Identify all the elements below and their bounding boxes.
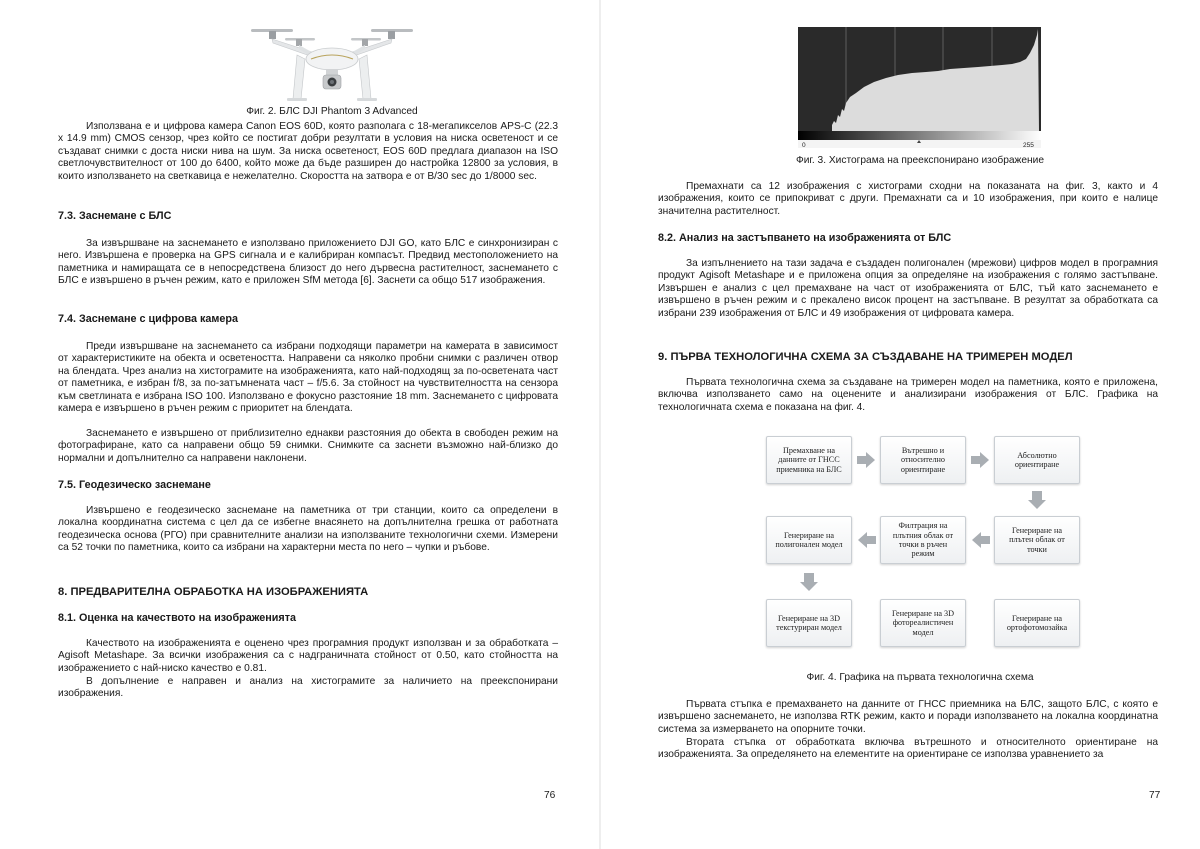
paragraph-7-3: За извършване на заснемането е използвано приложението DJI GO, като БЛС е синхронизиран с него. Извършена е проверка на GPS сигнала и е калибриран компасът. Предвид местоположението на паметника и намиращата се в непосредствена близост до него дървесна растителност, заснемането с БЛС е извършено в ръчен режим, като е приложен SfM метода [6]. Заснети са общо 517 изображения. [58, 238, 558, 287]
flow-step-8: Генериране на 3D фотореалистичен модел [880, 599, 966, 647]
arrow-down-icon [1028, 490, 1046, 510]
camera-paragraph: Използвана е и цифрова камера Canon EOS 60D, която разполага с 18-мегапикселов APS-C (22.3 x 14.9 mm) CMOS сензор, чрез който се постигат добри резултати в условия на ниска осветеност и се създават снимки с доста ниски нива на шум. За ниска осветеност, EOS 60D предлага диапазон на ISO светлочувствителност от 100 до 6400, който може да бъде разширен до настройка 12800 за условия, в които използването на светкавица е нежелателно. Скоростта на затвора е от В/30 sec до 1/8000 sec. [58, 121, 558, 182]
flow-step-9: Генериране на ортофотомозайка [994, 599, 1080, 647]
paragraph-9: Първата технологична схема за създаване на тримерен модел на паметника, която е приложена, включва използването само на оценените и анализирани изображения от БЛС. Графика на технологичната схема е показана на фиг. 4. [658, 377, 1158, 413]
arrow-left-icon [971, 532, 991, 548]
heading-8-2: 8.2. Анализ на застъпването на изображенията от БЛС [658, 232, 952, 244]
heading-8: 8. ПРЕДВАРИТЕЛНА ОБРАБОТКА НА ИЗОБРАЖЕНИЯТА [58, 586, 369, 598]
heading-7-5: 7.5. Геодезическо заснемане [58, 479, 211, 491]
arrow-right-icon [856, 452, 876, 468]
paragraph-removed-images: Премахнати са 12 изображения с хистограми сходни на показаната на фиг. 3, както и 4 изображения, които се припокриват с други. Премахнати са и 10 изображения, при които е налице значителна растителност. [658, 181, 1158, 217]
flow-step-4: Генериране на плътен облак от точки [994, 516, 1080, 564]
arrow-left-icon [857, 532, 877, 548]
arrow-right-icon [970, 452, 990, 468]
histogram-axis-max: 255 [1023, 142, 1034, 148]
page-number-76: 76 [544, 790, 556, 801]
flow-step-6: Генериране на полигонален модел [766, 516, 852, 564]
heading-8-1: 8.1. Оценка на качеството на изображенията [58, 612, 297, 624]
flow-step-3: Абсолютно ориентиране [994, 436, 1080, 484]
flow-step-1: Премахване на данните от ГНСС приемника на БЛС [766, 436, 852, 484]
paragraph-7-4b: Заснемането е извършено от приблизително еднакви разстояния до обекта в свободен режим на фотографиране, като са направени общо 59 снимки. Снимките са заснети възможно най-близко до нормални и допълнително са направени наклонени. [58, 428, 558, 464]
flow-step-5: Филтрация на плътния облак от точки в ръчен режим [880, 516, 966, 564]
paragraph-step-2: Втората стъпка от обработката включва вътрешното и относителното ориентиране на изображенията. За определянето на елементите на ориентиране се използва уравнението за [658, 737, 1158, 761]
histogram-image [798, 27, 1041, 148]
paragraph-step-1: Първата стъпка е премахването на данните от ГНСС приемника на БЛС, защото БЛС, с която е извършено заснемането, не използва RTK режим, както и поради използването на локална координатна система за измерването на опорните точки. [658, 699, 1158, 735]
flow-step-2: Вътрешно и относително ориентиране [880, 436, 966, 484]
paragraph-8-2: За изпълнението на тази задача е създаден полигонален (мрежови) цифров модел в програмния продукт Agisoft Metashape и е приложена опция за определяне на изображения с голямо застъпване. Извършен е анализ с цел премахване на част от изображенията от БЛС, тъй като заснемането е извършено в ръчен режим и с прекалено висок процент на застъпване. В резултат за обработката са избрани 239 изображения от БЛС и 49 изображения от цифровата камера. [658, 258, 1158, 319]
histogram-axis-min: 0 [802, 142, 806, 148]
figure-2-caption: Фиг. 2. БЛС DJI Phantom 3 Advanced [246, 106, 418, 117]
figure-4-caption: Фиг. 4. Графика на първата технологична схема [806, 672, 1034, 683]
paragraph-7-5: Извършено е геодезическо заснемане на паметника от три станции, които са определени в локална координатна система с цел да се избегне внасянето на допълнителна грешка от работната геодезическа основа (РГО) при сравнителните анализи на използваните технологични схеми. Измерени са 52 точки по паметника, които са избрани на характерни места по него – чупки и ръбове. [58, 505, 558, 554]
page-number-77: 77 [1149, 790, 1161, 801]
paragraph-7-4a: Преди извършване на заснемането са избрани подходящи параметри на камерата в зависимост от характеристиките на обекта и осветеността. Направени са няколко пробни снимки с различен отвор на блендата. Чрез анализ на хистограмите на изображенията, като най-подходящ за по-осветената част от паметника, е избран f/8, за по-затъмнената част – f/5.6. За стойност на чувствителността на сензора към светлината е избрана ISO 100. Използвано е фокусно разстояние 18 mm. Заснемането с цифровата камера е извършено в ръчен режим с приоритет на блендата. [58, 341, 558, 415]
page-77 [600, 0, 1200, 849]
paragraph-8-1b: В допълнение е направен и анализ на хистограмите за наличието на преекспонирани изображения. [58, 676, 558, 700]
heading-7-4: 7.4. Заснемане с цифрова камера [58, 313, 238, 325]
paragraph-8-1a: Качеството на изображенията е оценено чрез програмния продукт използван и за обработката – Agisoft Metashape. За всички изображения са с надграничната стойност от 0.50, като стойността на изображението с най-ниско качество е 0.81. [58, 638, 558, 674]
arrow-down-icon [800, 572, 818, 592]
drone-photo [249, 23, 415, 105]
figure-3-caption: Фиг. 3. Хистограма на преекспонирано изображение [795, 155, 1045, 166]
heading-9: 9. ПЪРВА ТЕХНОЛОГИЧНА СХЕМА ЗА СЪЗДАВАНЕ НА ТРИМЕРЕН МОДЕЛ [658, 351, 1073, 363]
heading-7-3: 7.3. Заснемане с БЛС [58, 210, 172, 222]
flow-step-7: Генериране на 3D текстуриран модел [766, 599, 852, 647]
